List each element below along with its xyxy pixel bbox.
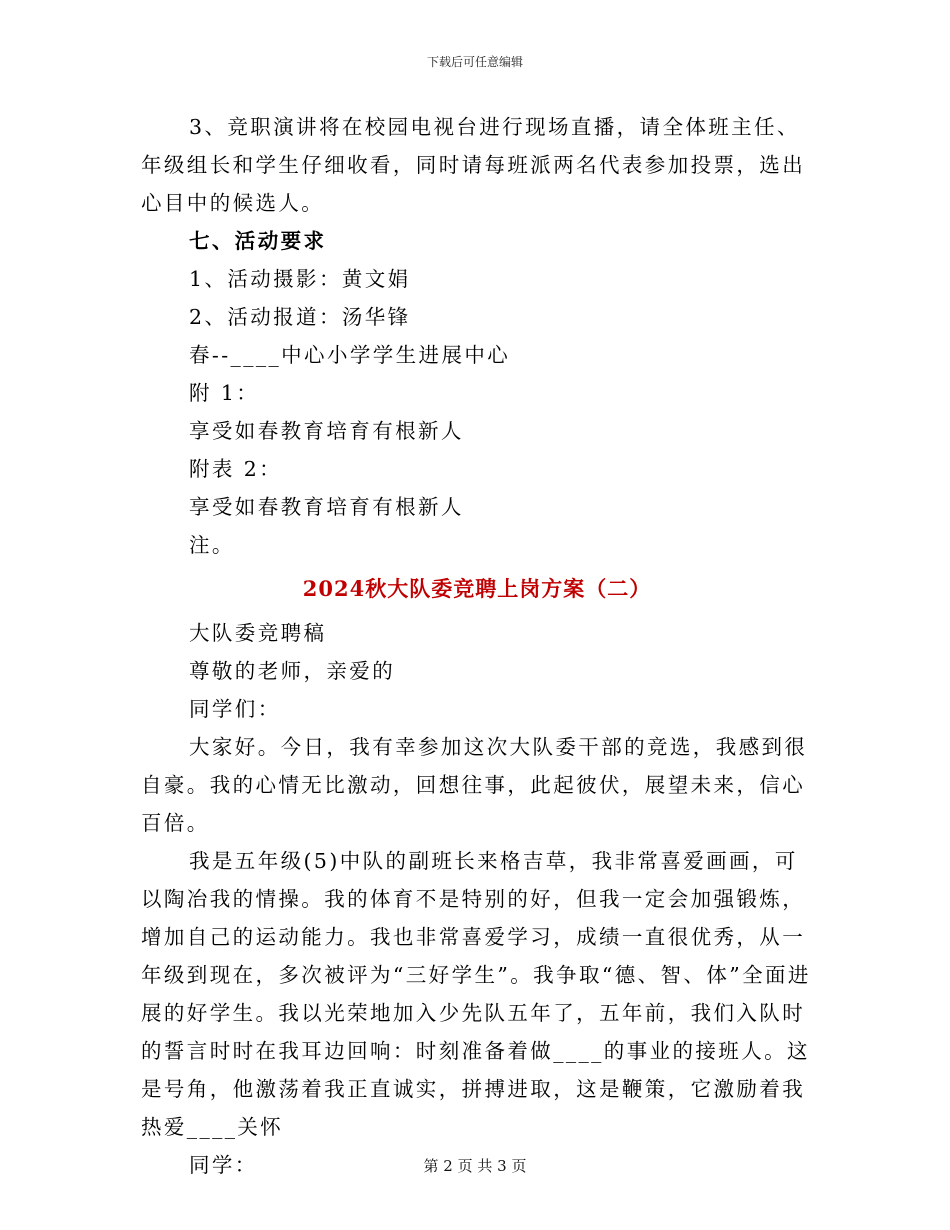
page-header-note: 下载后可任意编辑	[426, 55, 523, 69]
page-footer-number: 第 2 页 共 3 页	[423, 1157, 527, 1175]
speech-line-classmates: 同学：	[189, 1153, 258, 1177]
document-body	[141, 108, 813, 1184]
requirement-1: 1、活动摄影：黄文娟	[189, 267, 411, 291]
paragraph-item-3: 3、竞职演讲将在校园电视台进行现场直播，请全体班主任、年级组长和学生仔细收看，同时请每班派两名代表参加投票，选出心目中的候选人。	[141, 115, 806, 215]
section-title: 2024秋大队委竞聘上岗方案（二）	[302, 576, 652, 601]
salutation-line-2: 同学们：	[189, 697, 281, 721]
attachment-1-label: 附 1：	[189, 381, 260, 405]
speech-title: 大队委竞聘稿	[189, 621, 327, 645]
salutation-line-1: 尊敬的老师，亲爱的	[189, 659, 396, 683]
speech-paragraph-2: 我是五年级(5)中队的副班长来格吉草，我非常喜爱画画，可以陶冶我的情操。我的体育不是特别的好，但我一定会加强锻炼，增加自己的运动能力。我也非常喜爱学习，成绩一直很优秀，从一年级到现在，多次被评为“三好学生”。我争取“德、智、体”全面进展的好学生。我以光荣地加入少先队五年了，五年前，我们入队时的誓言时时在我耳边回响：时刻准备着做____的事业的接班人。这是号角，他激荡着我正直诚实，拼搏进取，这是鞭策，它激励着我热爱____关怀	[141, 849, 811, 1139]
speech-paragraph-1: 大家好。今日，我有幸参加这次大队委干部的竞选，我感到很自豪。我的心情无比激动，回想往事，此起彼伏，展望未来，信心百倍。	[141, 735, 808, 835]
section-heading-7: 七、活动要求	[189, 229, 327, 253]
signature-line: 春--____中心小学学生进展中心	[189, 343, 511, 367]
attachment-2-label: 附表 2：	[189, 457, 283, 481]
attachment-2-text: 享受如春教育培育有根新人	[189, 495, 464, 519]
requirement-2: 2、活动报道：汤华锋	[189, 305, 411, 329]
note-line: 注。	[189, 533, 235, 557]
attachment-1-text: 享受如春教育培育有根新人	[189, 419, 464, 443]
